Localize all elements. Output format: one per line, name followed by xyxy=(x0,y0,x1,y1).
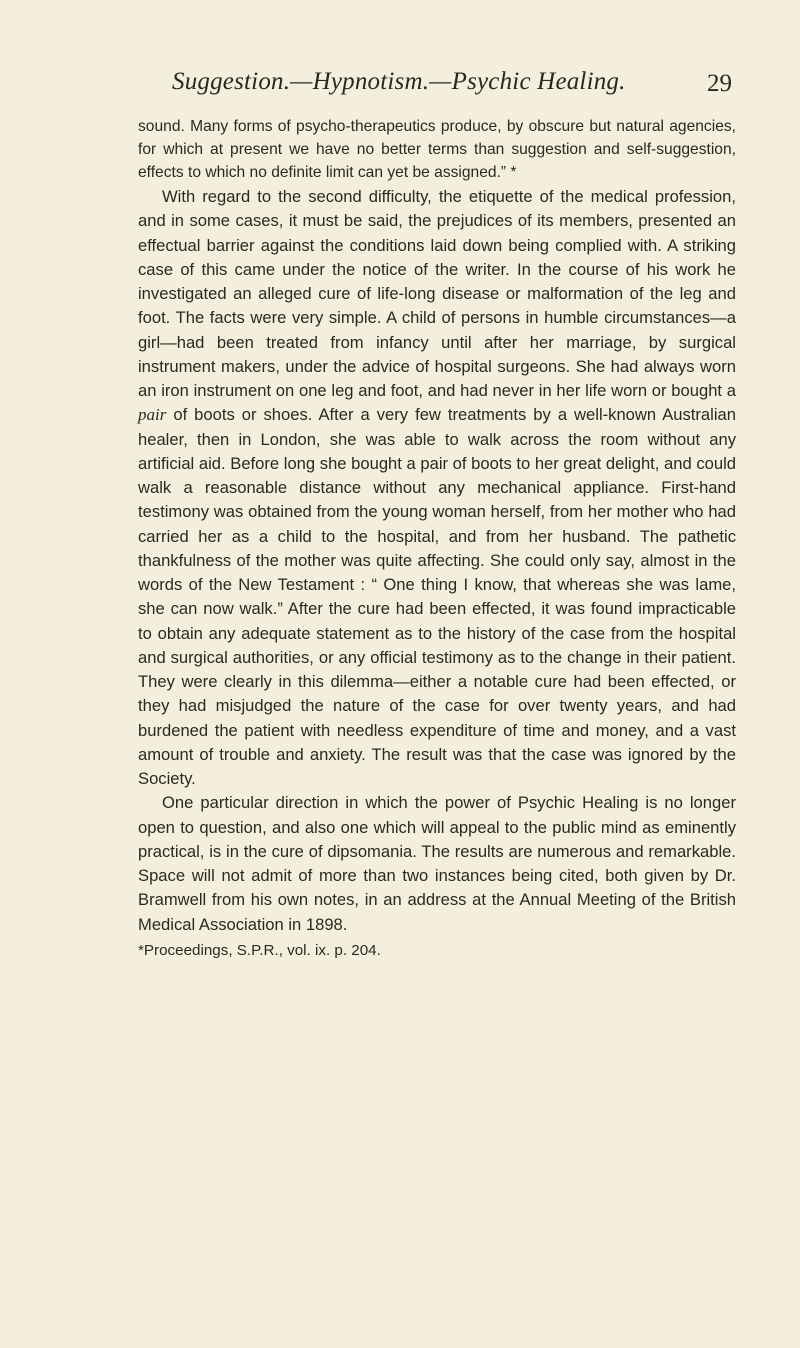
main-text xyxy=(138,115,736,961)
running-head xyxy=(120,68,740,108)
paragraph-case-study-text-1: With regard to the second difficulty, the etiquette of the medical profession, and in some cases, it must be said, the prejudices of its members, presented an effectual barrier against the conditions laid down being complied with. A striking case of this came under the notice of the writer. In the course of his work he investigated an alleged cure of life-long disease or malformation of the leg and foot. The facts were very simple. A child of persons in humble circumstances—a girl—had been treated from infancy until after her marriage, by surgical instrument makers, under the advice of hospital surgeons. She had always worn an iron instrument on one leg and foot, and had never in her life worn or bought a xyxy=(138,187,736,400)
paragraph-dipsomania: One particular direction in which the power of Psychic Healing is no longer open to question, and also one which will appeal to the public mind as eminently practical, is in the cure of dipsomania. The results are numerous and remarkable. Space will not admit of more than two instances being cited, both given by Dr. Bramwell from his own notes, in an address at the Annual Meeting of the British Medical Association in 1898. xyxy=(138,793,736,934)
emphasized-word: pair xyxy=(138,405,167,425)
footnote: *Proceedings, S.P.R., vol. ix. p. 204. xyxy=(138,941,381,959)
paragraph-continuation: sound. Many forms of psycho-therapeutics produce, by obscure but natural agencies, for which at present we have no better terms than suggestion and self-suggestion, effects to which no definite limit can yet be assigned.” * xyxy=(138,118,736,181)
paragraph-case-study xyxy=(138,185,736,791)
running-title: Suggestion.—Hypnotism.—Psychic Healing. xyxy=(172,68,626,95)
page-number: 29 xyxy=(707,70,732,97)
paragraph-case-study-text-2: of boots or shoes. After a very few treatments by a well-known Australian healer, then in London, she was able to walk across the room without any artificial aid. Before long she bought a pair of boots to her great delight, and could walk a reasonable distance without any mechanical appliance. First-hand testimony was obtained from the young woman herself, from her mother who had carried her as a child to the hospital, and from her husband. The pathetic thankfulness of the mother was quite affecting. She could only say, almost in the words of the New Testament : “ One thing I know, that whereas she was lame, she can now walk.” After the cure had been effected, it was found impracticable to obtain any adequate statement as to the history of the case from the hospital and surgical authorities, or any official testimony as to the change in their patient. They were clearly in this dilemma—either a notable cure had been effected, or they had misjudged the nature of the case for over twenty years, and had burdened the patient with needless expenditure of time and money, and a vast amount of trouble and anxiety. The result was that the case was ignored by the Society. xyxy=(138,405,736,788)
